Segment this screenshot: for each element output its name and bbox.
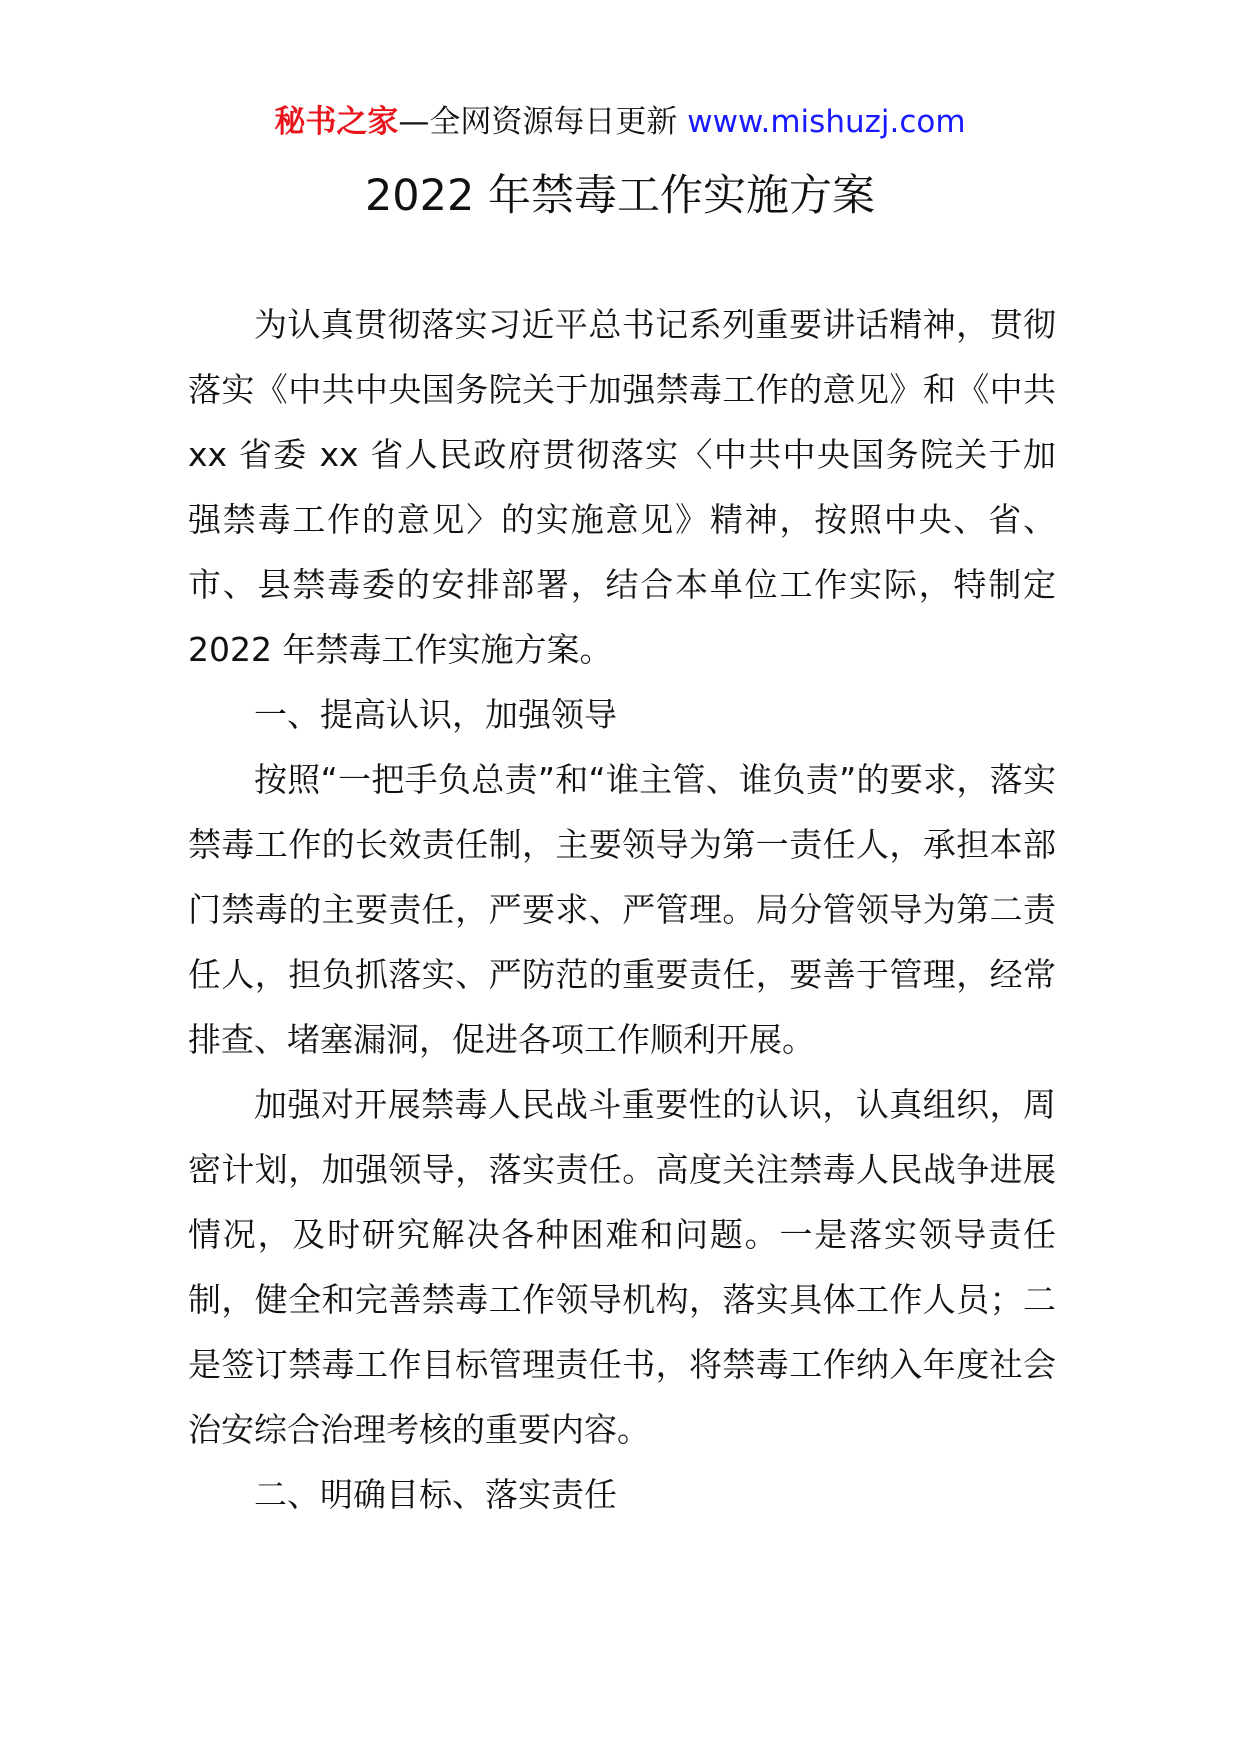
body-paragraph: 按照“一把手负总责”和“谁主管、谁负责”的要求，落实禁毒工作的长效责任制，主要领导为第一责任人，承担本部门禁毒的主要责任，严要求、严管理。局分管领导为第二责任人，担负抓落实、严防范的重要责任，要善于管理，经常排查、堵塞漏洞，促进各项工作顺利开展。	[188, 760, 1056, 1059]
section-heading-1: 一、提高认识，加强领导	[254, 695, 617, 734]
document-title: 2022 年禁毒工作实施方案	[364, 171, 876, 221]
section-heading-2: 二、明确目标、落实责任	[254, 1475, 617, 1514]
intro-paragraph: 为认真贯彻落实习近平总书记系列重要讲话精神，贯彻落实《中共中央国务院关于加强禁毒工作的意见》和《中共 xx 省委 xx 省人民政府贯彻落实〈中共中央国务院关于加强禁毒工作的意见〉的实施意见》精神，按照中央、省、市、县禁毒委的安排部署，结合本单位工作实际，特制定 2022 年禁毒工作实施方案。	[188, 305, 1056, 669]
body-paragraph: 加强对开展禁毒人民战斗重要性的认识，认真组织，周密计划，加强领导，落实责任。高度关注禁毒人民战争进展情况，及时研究解决各种困难和问题。一是落实领导责任制，健全和完善禁毒工作领导机构，落实具体工作人员；二是签订禁毒工作目标管理责任书，将禁毒工作纳入年度社会治安综合治理考核的重要内容。	[188, 1085, 1056, 1449]
header-tagline: —全网资源每日更新	[398, 104, 678, 140]
site-url-link[interactable]: www.mishuzj.com	[687, 104, 966, 140]
brand-name: 秘书之家	[274, 104, 399, 140]
document-body	[188, 292, 1056, 1527]
site-header	[0, 100, 1240, 144]
